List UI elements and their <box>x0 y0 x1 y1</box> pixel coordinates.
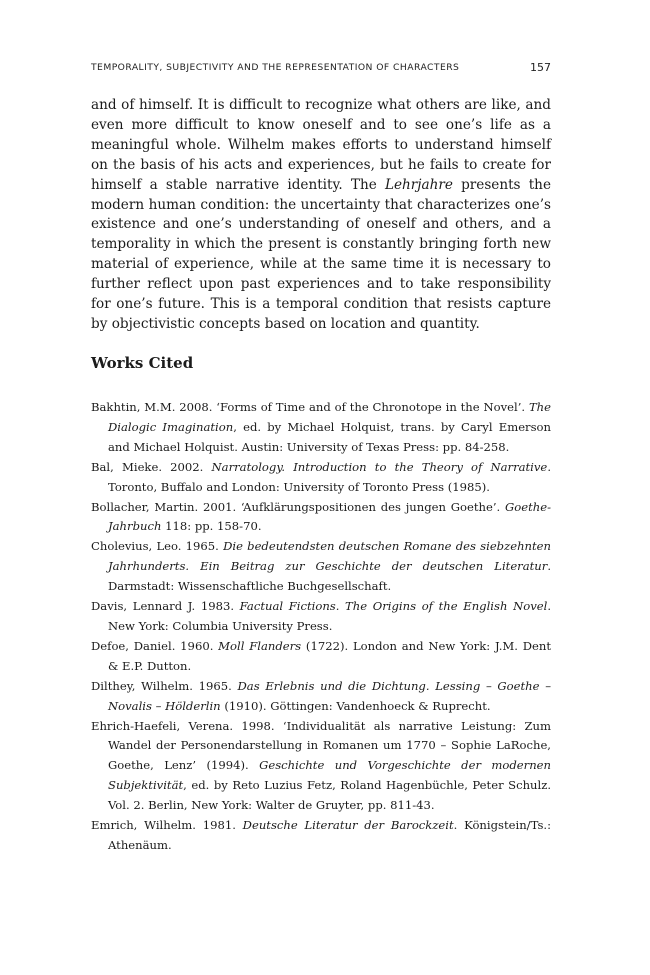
ref-title: The Dialogic Imagination <box>108 400 551 434</box>
ref-text: (1722). London and New York: J.M. Dent & E.P. Dutton. <box>108 638 552 673</box>
ref-title: Factual Fictions. The Origins of the English Novel <box>239 599 548 614</box>
ref-text: . Toronto, Buffalo and London: University of Toronto Press (1985). <box>108 459 551 494</box>
ref-text: . Königstein/Ts.: Athenäum. <box>108 818 552 852</box>
reference-entry <box>91 498 551 538</box>
ref-text: , ed. by Michael Holquist, trans. by Caryl Emerson and Michael Holquist. Austin: University of Texas Press: pp. 84-258. <box>108 419 551 454</box>
paragraph-italic: Lehrjahre <box>384 176 453 193</box>
body-paragraph <box>91 96 551 335</box>
ref-text: Emrich, Wilhelm. 1981. <box>91 818 243 833</box>
ref-title: Moll Flanders <box>218 638 302 653</box>
reference-entry <box>91 458 551 498</box>
ref-title: Die bedeutendsten deutschen Romane des siebzehnten Jahrhunderts. Ein Beitrag zur Geschichte der deutschen Literatur <box>108 539 551 574</box>
page-number: 157 <box>530 61 551 74</box>
paragraph-text: and of himself. It is difficult to recognize what others are like, and even more difficult to know oneself and to see one’s life as a meaningful whole. Wilhelm makes efforts to understand himself on the basis of his acts and experiences, but he fails to create for himself a stable narrative identity. The <box>91 97 551 193</box>
ref-title: Narratology. Introduction to the Theory of Narrative <box>211 459 548 474</box>
paragraph-text: presents the modern human condition: the uncertainty that characterizes one’s existence and one’s understanding of oneself and others, and a temporality in which the present is constantly bringing forth new material of experience, while at the same time it is necessary to further reflect upon past experiences and to take responsibility for one’s future. This is a temporal condition that resists capture by objectivistic concepts based on location and quantity. <box>91 176 551 332</box>
ref-title: Das Erlebnis und die Dichtung. Lessing – Goethe – Novalis – Hölderlin <box>108 678 551 713</box>
ref-text: . Darmstadt: Wissenschaftliche Buchgesellschaft. <box>108 559 551 594</box>
ref-title: Goethe-Jahrbuch <box>108 499 551 534</box>
ref-text: (1910). Göttingen: Vandenhoeck & Ruprecht. <box>220 698 491 713</box>
reference-entry <box>91 597 551 637</box>
ref-text: Defoe, Daniel. 1960. <box>91 638 219 653</box>
ref-text: , ed. by Reto Luzius Fetz, Roland Hagenbüchle, Peter Schulz. Vol. 2. Berlin, New York: Walter de Gruyter, pp. 811-43. <box>108 778 551 813</box>
ref-text: 118: pp. 158-70. <box>161 519 262 534</box>
ref-text: Cholevius, Leo. 1965. <box>91 539 224 554</box>
ref-text: . New York: Columbia University Press. <box>108 599 551 633</box>
ref-text: Bal, Mieke. 2002. <box>91 459 212 474</box>
ref-text: Dilthey, Wilhelm. 1965. <box>91 678 238 693</box>
works-cited-heading: Works Cited <box>91 354 194 372</box>
ref-title: Deutsche Literatur der Barockzeit <box>242 818 454 833</box>
ref-title: Geschichte und Vorgeschichte der modernen Subjektivität <box>108 758 552 793</box>
reference-entry <box>91 717 551 817</box>
works-cited-list <box>91 398 551 856</box>
reference-entry <box>91 537 551 597</box>
ref-text: Bollacher, Martin. 2001. ‘Aufklärungspositionen des jungen Goethe’. <box>91 499 505 514</box>
ref-text: Bakhtin, M.M. 2008. ‘Forms of Time and of the Chronotope in the Novel’. <box>91 400 529 414</box>
reference-entry <box>91 398 551 458</box>
running-head: TEMPORALITY, SUBJECTIVITY AND THE REPRESENTATION OF CHARACTERS <box>91 62 460 73</box>
reference-entry <box>91 637 551 677</box>
reference-entry <box>91 816 551 856</box>
reference-entry <box>91 677 551 717</box>
ref-text: Davis, Lennard J. 1983. <box>91 599 240 614</box>
ref-text: Ehrich-Haefeli, Verena. 1998. ‘Individualität als narrative Leistung: Zum Wandel der Personendarstellung in Romanen um 1770 – Sophie LaRoche, Goethe, Lenz’ (1994). <box>91 718 551 773</box>
